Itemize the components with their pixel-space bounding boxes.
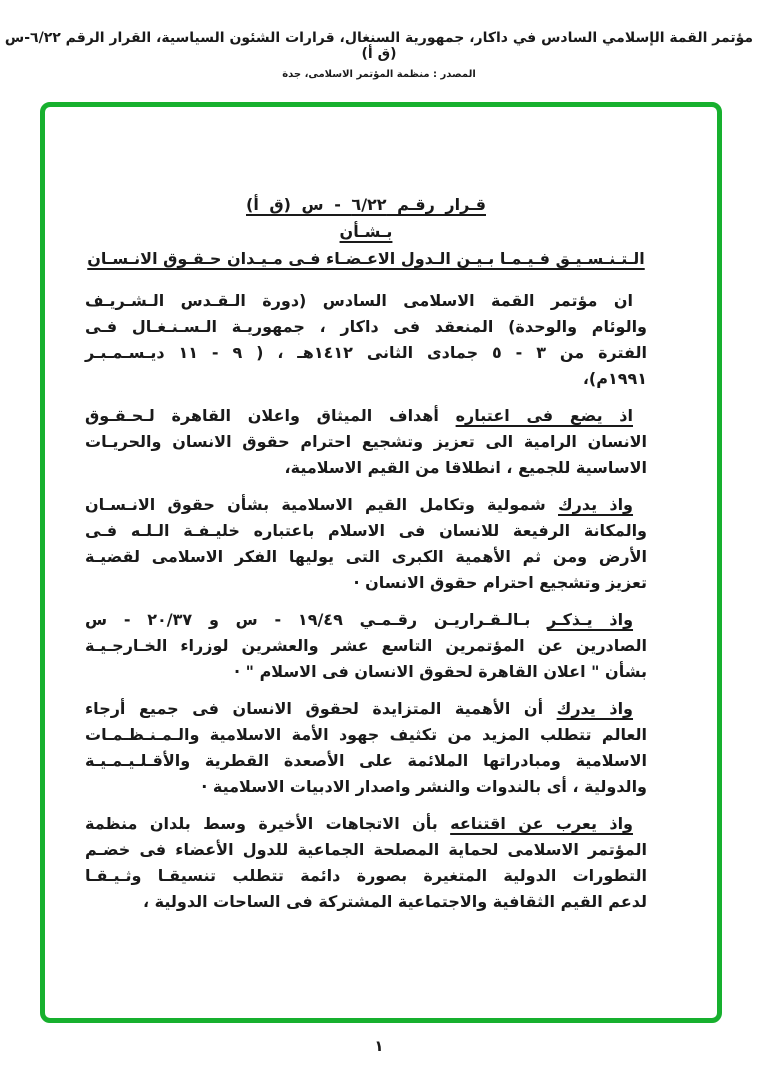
resolution-subject-line: الـتـنـسـيـق فـيـمـا بـيـن الـدول الاعـضـاء فـى مـيـدان حـقـوق الانـسـان bbox=[87, 249, 645, 268]
underlined-lead-phrase: واذ يدرك bbox=[556, 699, 634, 718]
source-header bbox=[0, 30, 758, 80]
text-line: الفترة من ٣ - ٥ جمادى الثانى ١٤١٢هـ ، ( ٩ - ١١ ديـسـمـبـر bbox=[85, 343, 648, 362]
document-frame bbox=[40, 102, 722, 1023]
text-line: لدعم القيم الثقافية والاجتماعية المشتركة فى الساحات الدولية ، bbox=[143, 892, 647, 911]
text-line: المؤتمر الاسلامى لحماية المصلحة الجماعية للدول الأعضاء فى خضـم bbox=[85, 840, 647, 859]
paragraph bbox=[85, 696, 647, 800]
paragraph bbox=[85, 492, 647, 596]
text-line: اذ يضع فى اعتباره أهداف الميثاق واعلان القاهرة لـحـقـوق bbox=[85, 406, 633, 425]
paragraph bbox=[85, 811, 647, 915]
underlined-lead-phrase: اذ يضع فى اعتباره bbox=[455, 406, 633, 425]
text-line: الانسان الرامية الى تعزيز وتشجيع احترام حقوق الانسان والحريـات bbox=[85, 432, 647, 451]
text-line: التطورات الدولية المتغيرة بصورة دائمة تتطلب تنسيقـا وثـيـقـا bbox=[85, 866, 647, 885]
text-line: الاساسية للجميع ، انطلاقا من القيم الاسلامية، bbox=[284, 458, 647, 477]
paragraph bbox=[85, 607, 647, 685]
document-paragraphs bbox=[85, 288, 647, 915]
resolution-number-line: قـرار رقـم ٦/٢٢ - س (ق أ) bbox=[246, 195, 486, 214]
text-line: والمكانة الرفيعة للانسان فى الاسلام باعتباره خليـفـة الـلـه فـى bbox=[85, 521, 647, 540]
source-header-title: مؤتمر القمة الإسلامي السادس في داكار، جمهورية السنغال، قرارات الشئون السياسية، القرار الرقم ٦/٢٢-س (ق أ) bbox=[4, 30, 754, 62]
document-content bbox=[45, 107, 717, 915]
text-line: واذ يدرك أن الأهمية المتزايدة لحقوق الانسان فى جميع أرجاء bbox=[85, 699, 634, 718]
text-line: بشأن " اعلان القاهرة لحقوق الانسان فى الاسلام " · bbox=[234, 662, 647, 681]
paragraph bbox=[85, 403, 647, 481]
resolution-regarding-line: بـشـأن bbox=[339, 222, 393, 241]
text-line: تعزيز وتشجيع احترام حقوق الانسان · bbox=[353, 573, 647, 592]
text-line: واذ يـذكـر بـالـقـراريـن رقـمـي ١٩/٤٩ - س و ٢٠/٣٧ - س bbox=[85, 610, 634, 629]
page-number: ١ bbox=[374, 1037, 384, 1055]
underlined-lead-phrase: واذ يعرب عن اقتناعه bbox=[450, 814, 633, 833]
text-line: الأرض ومن ثم الأهمية الكبرى التى يوليها الفكر الاسلامى لقضيـة bbox=[85, 547, 647, 566]
text-line: الاسلامية ومبادراتها الملائمة على الأصعدة القطرية والأقـلـيـمـيـة bbox=[85, 751, 647, 770]
paragraph bbox=[85, 288, 647, 392]
text-line: والوئام والوحدة) المنعقد فى داكار ، جمهوريـة الـسـنـغـال فـى bbox=[85, 317, 647, 336]
source-header-subtitle: المصدر : منظمة المؤتمر الاسلامى، جدة bbox=[282, 69, 476, 80]
text-line: الصادرين عن المؤتمرين التاسع عشر والعشرين لوزراء الخـارجـيـة bbox=[85, 636, 647, 655]
text-line: العالم تتطلب المزيد من تكثيف جهود الأمة الاسلامية والـمـنـظـمـات bbox=[85, 725, 647, 744]
text-line: واذ يدرك شمولية وتكامل القيم الاسلامية بشأن حقوق الانـسـان bbox=[85, 495, 634, 514]
underlined-lead-phrase: واذ يدرك bbox=[558, 495, 634, 514]
resolution-title bbox=[85, 191, 647, 272]
text-line: ان مؤتمر القمة الاسلامى السادس (دورة الـقـدس الـشـريـف bbox=[85, 291, 633, 310]
text-line: واذ يعرب عن اقتناعه بأن الاتجاهات الأخيرة وسط بلدان منظمة bbox=[85, 814, 633, 833]
text-line: والدولية ، أى بالندوات والنشر واصدار الادبيات الاسلامية · bbox=[201, 777, 647, 796]
text-line: ١٩٩١م)، bbox=[582, 369, 647, 388]
underlined-lead-phrase: واذ يـذكـر bbox=[547, 610, 634, 629]
